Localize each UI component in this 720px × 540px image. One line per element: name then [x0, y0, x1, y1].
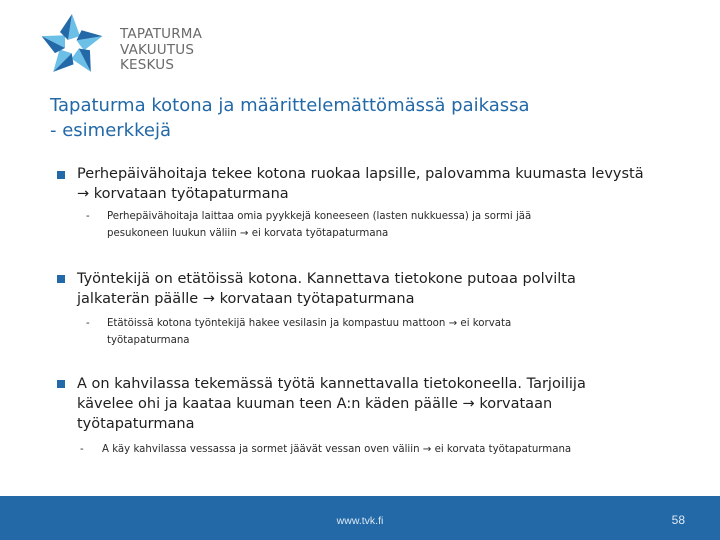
bullet-1-line-1: Perhepäivähoitaja tekee kotona ruokaa lapsille, palovamma kuumasta levystä: [77, 166, 644, 182]
bullet-2-line-2-result: korvataan työtapaturmana: [219, 291, 415, 307]
sub-bullet-1-text: [107, 208, 531, 242]
logo-text: [120, 27, 202, 74]
sub-bullet-3-text: [102, 441, 571, 458]
sub-bullet-2-line-2: työtapaturmana: [107, 335, 190, 346]
bullet-1-line-2-text: korvataan työtapaturmana: [93, 186, 289, 202]
sub-bullet-1-line-2-result: ei korvata työtapaturmana: [251, 228, 389, 239]
bullet-2-line-2: [77, 289, 576, 309]
bullet-3-line-2: [77, 394, 586, 414]
bullet-2-line-1: Työntekijä on etätöissä kotona. Kannettava tietokone putoaa polvilta: [77, 271, 576, 287]
sub-bullet-2-line-1: [107, 315, 511, 332]
arrow-right-icon: →: [422, 444, 432, 455]
arrow-right-icon: →: [77, 186, 90, 202]
footer-url: www.tvk.fi: [336, 515, 384, 527]
bullet-3-line-1: A on kahvilassa tekemässä työtä kannettavalla tietokoneella. Tarjoilija: [77, 376, 586, 392]
logo-line-2: VAKUUTUS: [120, 41, 195, 58]
slide-title: [50, 93, 690, 143]
arrow-right-icon: →: [239, 228, 249, 239]
sub-bullet-3-line-1-text: A käy kahvilassa vessassa ja sormet jäävät vessan oven väliin: [102, 444, 420, 455]
arrow-right-icon: →: [448, 318, 458, 329]
star-logo-icon: [34, 12, 110, 80]
page-number: 58: [671, 513, 685, 527]
sub-bullet-2-text: [107, 315, 511, 349]
logo-line-3: KESKUS: [120, 57, 175, 73]
footer-bar: [0, 496, 720, 540]
sub-bullet-dash: -: [80, 443, 84, 455]
bullet-marker: [57, 171, 65, 179]
title-line-1: Tapaturma kotona ja määrittelemättömässä paikassa: [50, 95, 530, 116]
bullet-1-line-2: [77, 184, 644, 204]
title-line-2: - esimerkkejä: [50, 120, 171, 141]
arrow-right-icon: →: [462, 396, 475, 412]
bullet-3-line-2-text: kävelee ohi ja kaataa kuuman teen A:n käden päälle: [77, 396, 458, 412]
sub-bullet-2-line-1-text: Etätöissä kotona työntekijä hakee vesilasin ja kompastuu mattoon: [107, 318, 446, 329]
sub-bullet-1-line-2-text: pesukoneen luukun väliin: [107, 228, 237, 239]
sub-bullet-1-line-1: Perhepäivähoitaja laittaa omia pyykkejä koneeseen (lasten nukkuessa) ja sormi jää: [107, 211, 532, 222]
sub-bullet-3-line-1-result: ei korvata työtapaturmana: [434, 444, 572, 455]
bullet-1-text: [77, 164, 644, 204]
logo: [34, 12, 224, 80]
sub-bullet-2-line-1-result: ei korvata: [460, 318, 512, 329]
sub-bullet-dash: -: [86, 210, 90, 222]
logo-line-1: TAPATURMA: [120, 26, 203, 42]
sub-bullet-dash: -: [86, 317, 90, 329]
sub-bullet-3-line-1: [102, 441, 571, 458]
sub-bullet-1-line-2: [107, 225, 531, 242]
bullet-2-text: [77, 269, 576, 309]
bullet-marker: [57, 380, 65, 388]
bullet-2-line-2-text: jalkaterän päälle: [77, 291, 199, 307]
arrow-right-icon: →: [202, 291, 215, 307]
bullet-3-line-3: työtapaturmana: [77, 416, 195, 432]
bullet-marker: [57, 275, 65, 283]
bullet-3-line-2-result: korvataan: [479, 396, 553, 412]
bullet-3-text: [77, 374, 586, 434]
